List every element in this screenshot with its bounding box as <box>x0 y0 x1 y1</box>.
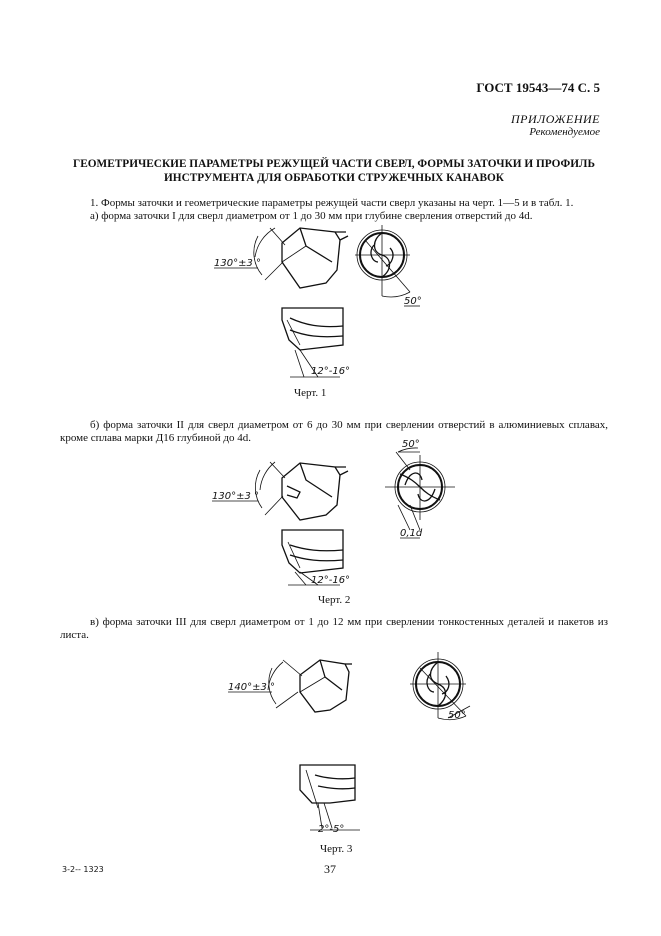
fig1-side-angle: 12°-16° <box>311 366 351 377</box>
fig1-point-angle: 130°±3 ° <box>214 258 262 269</box>
fig3-drill-end-view <box>410 652 470 721</box>
appendix-type: Рекомендуемое <box>529 126 600 138</box>
fig2-side-angle: 12°-16° <box>311 575 351 586</box>
paragraph-1: 1. Формы заточки и геометрические параметры режущей части сверл указаны на черт. 1—5 и в табл. 1. <box>90 197 574 209</box>
fig3-drill-bottom-view <box>300 765 360 835</box>
fig1-drill-side-view <box>214 228 348 288</box>
fig3-caption: Черт. 3 <box>320 843 353 855</box>
fig3-side-angle: 2°-5° <box>318 824 345 835</box>
appendix-label: ПРИЛОЖЕНИЕ <box>511 112 600 126</box>
fig2-caption: Черт. 2 <box>318 594 351 606</box>
fig2-web-thickness: 0,1d <box>400 528 423 539</box>
fig2-point-angle: 130°±3 ° <box>212 491 260 502</box>
fig3-point-angle: 140°±3 ° <box>228 682 276 693</box>
print-code: 3-2-- 1323 <box>62 865 104 874</box>
fig3-web-angle: 50° <box>448 710 466 721</box>
fig2-drill-side-view <box>212 462 348 520</box>
page-number: 37 <box>324 862 336 876</box>
fig1-caption: Черт. 1 <box>294 387 327 399</box>
fig2-drill-bottom-view <box>282 530 350 586</box>
paragraph-b: б) форма заточки II для сверл диаметром от 6 до 30 мм при сверлении отверстий в алюминиевых сплавах, кроме сплава марки Д16 глубиной до 4d. <box>60 419 608 444</box>
fig1-drill-end-view <box>355 225 422 307</box>
paragraph-a: а) форма заточки I для сверл диаметром от 1 до 30 мм при глубине сверления отверстий до 4d. <box>90 210 533 222</box>
section-title-line-2: ИНСТРУМЕНТА ДЛЯ ОБРАБОТКИ СТРУЖЕЧНЫХ КАНАВОК <box>164 172 504 184</box>
paragraph-v: в) форма заточки III для сверл диаметром от 1 до 12 мм при сверлении тонкостенных деталей и пакетов из листа. <box>60 616 608 641</box>
standard-header: ГОСТ 19543—74 С. 5 <box>476 80 600 95</box>
fig1-web-angle: 50° <box>404 296 422 307</box>
fig2-web-angle: 50° <box>402 439 420 450</box>
section-title-line-1: ГЕОМЕТРИЧЕСКИЕ ПАРАМЕТРЫ РЕЖУЩЕЙ ЧАСТИ СВЕРЛ, ФОРМЫ ЗАТОЧКИ И ПРОФИЛЬ <box>73 158 595 170</box>
fig3-drill-side-view <box>228 660 352 712</box>
fig1-drill-bottom-view <box>282 308 350 377</box>
fig2-drill-end-view <box>385 439 455 539</box>
